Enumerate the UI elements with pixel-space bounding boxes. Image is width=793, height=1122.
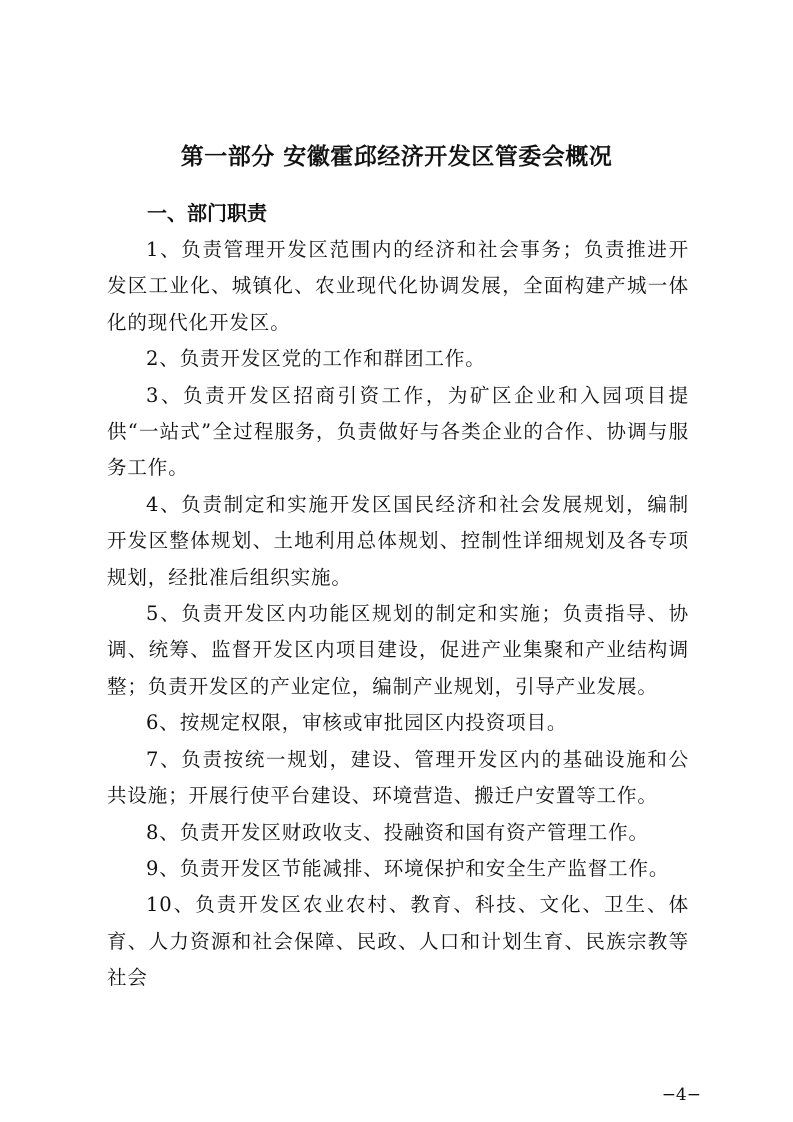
body-text bbox=[107, 232, 689, 997]
paragraph-item-10: 10、负责开发区农业农村、教育、科技、文化、卫生、体育、人力资源和社会保障、民政、人口和计划生育、民族宗教等社会 bbox=[107, 893, 689, 990]
paragraph-item-4: 4、负责制定和实施开发区国民经济和社会发展规划，编制开发区整体规划、土地利用总体规划、控制性详细规划及各专项规划，经批准后组织实施。 bbox=[107, 492, 689, 589]
paragraph-item-5: 5、负责开发区内功能区规划的制定和实施；负责指导、协调、统筹、监督开发区内项目建设，促进产业集聚和产业结构调整；负责开发区的产业定位，编制产业规划，引导产业发展。 bbox=[107, 602, 689, 698]
paragraph-item-6: 6、按规定权限，审核或审批园区内投资项目。 bbox=[146, 711, 568, 735]
paragraph-item-3: 3、负责开发区招商引资工作，为矿区企业和入园项目提供“一站式”全过程服务，负责做好与各类企业的合作、协调与服务工作。 bbox=[107, 383, 689, 480]
paragraph-item-7: 7、负责按统一规划，建设、管理开发区内的基础设施和公共设施；开展行使平台建设、环境营造、搬迁户安置等工作。 bbox=[107, 747, 689, 808]
paragraph-item-1: 1、负责管理开发区范围内的经济和社会事务；负责推进开发区工业化、城镇化、农业现代化协调发展，全面构建产城一体化的现代化开发区。 bbox=[107, 238, 689, 334]
page-title: 第一部分 安徽霍邱经济开发区管委会概况 bbox=[180, 144, 613, 170]
paragraph-item-9: 9、负责开发区节能减排、环境保护和安全生产监督工作。 bbox=[146, 856, 670, 880]
section-heading: 一、部门职责 bbox=[147, 201, 267, 225]
paragraph-item-2: 2、负责开发区党的工作和群团工作。 bbox=[146, 347, 486, 371]
page-number: −4− bbox=[661, 1085, 701, 1105]
paragraph-item-8: 8、负责开发区财政收支、投融资和国有资产管理工作。 bbox=[146, 820, 649, 844]
